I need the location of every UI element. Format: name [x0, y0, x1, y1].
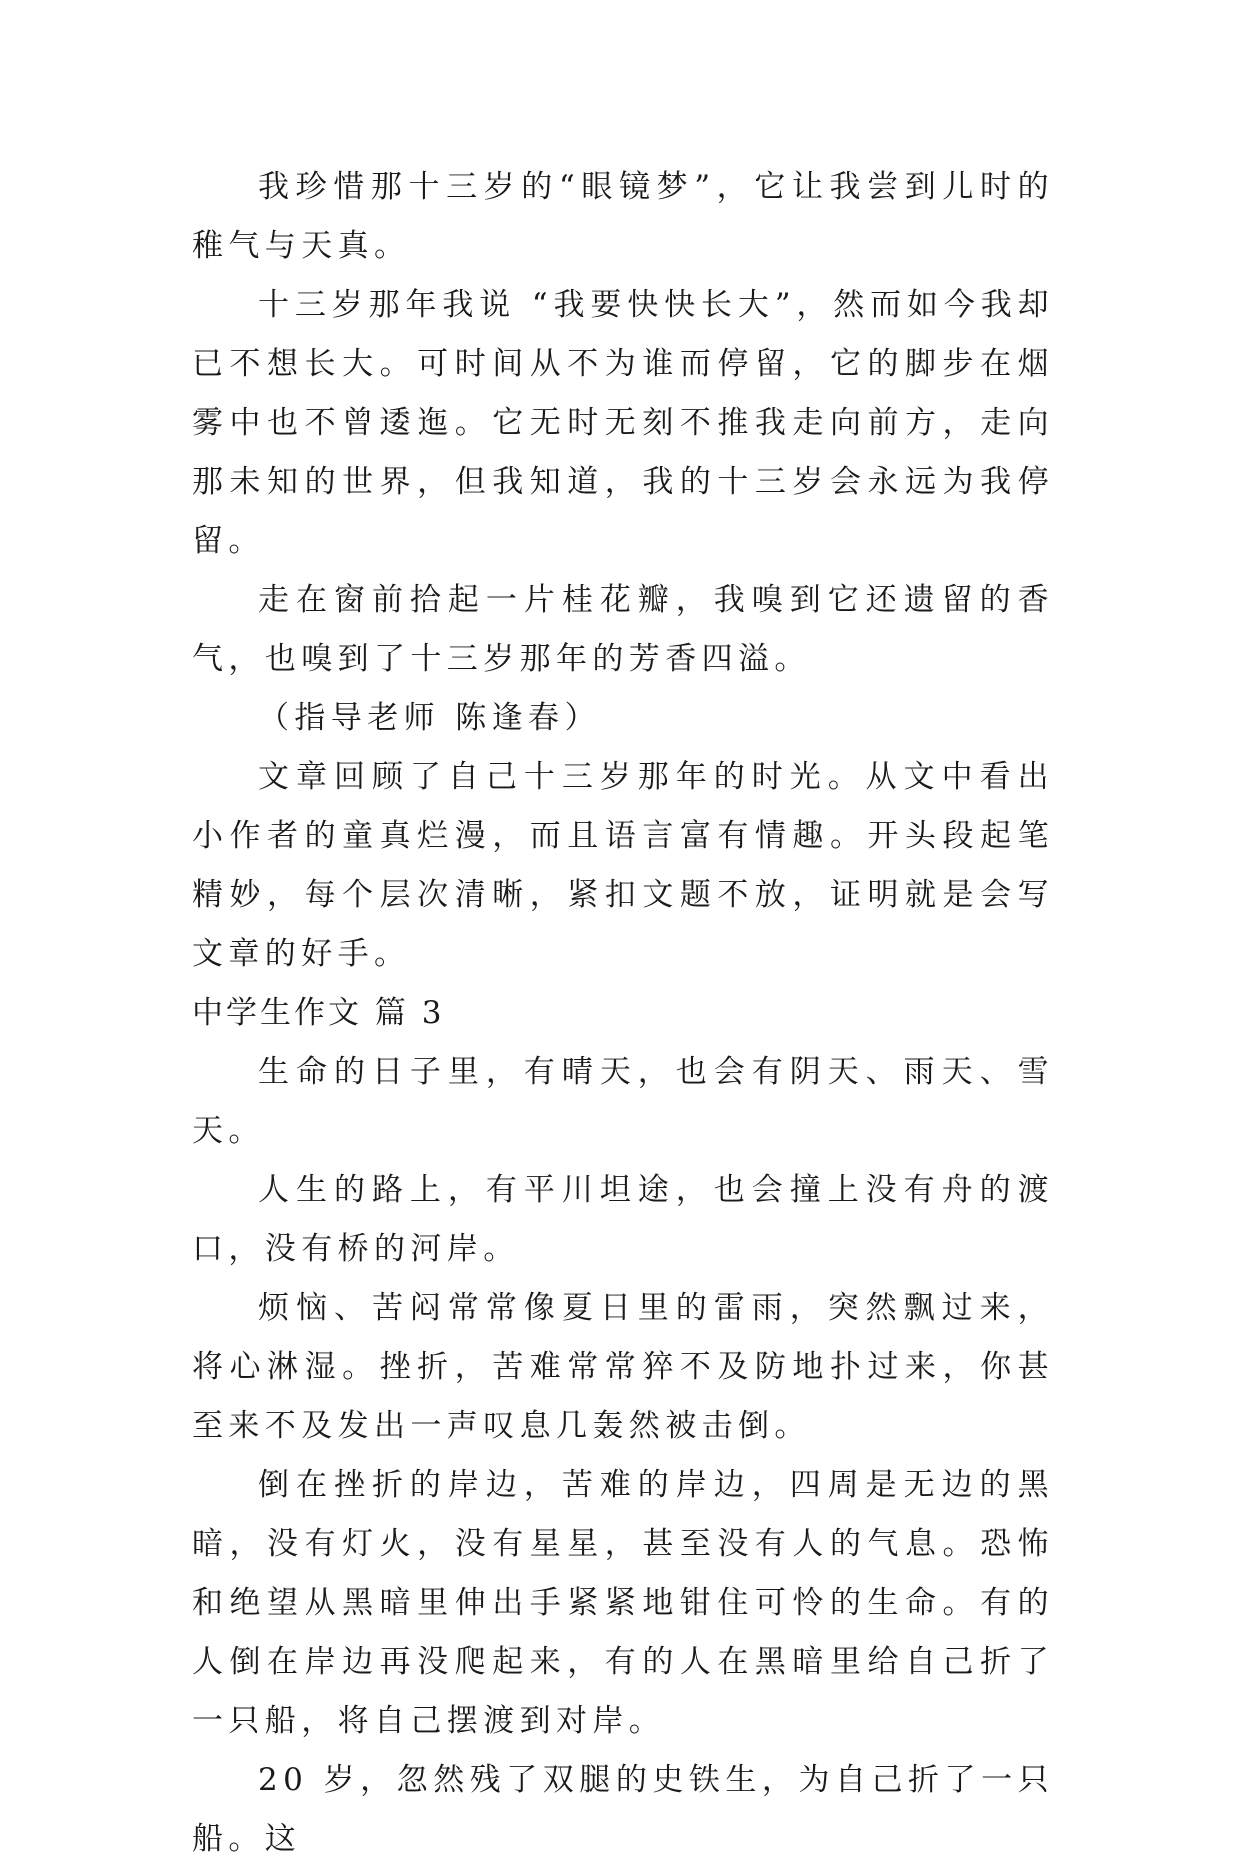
- teacher-signature: （指导老师 陈逢春）: [258, 700, 601, 736]
- paragraph: 人生的路上，有平川坦途，也会撞上没有舟的渡口，没有桥的河岸。: [192, 1172, 1054, 1267]
- paragraph: 烦恼、苦闷常常像夏日里的雷雨，突然飘过来，将心淋湿。挫折，苦难常常猝不及防地扑过来，你甚至来不及发出一声叹息几轰然被击倒。: [192, 1290, 1054, 1444]
- paragraph: 20 岁，忽然残了双腿的史铁生，为自己折了一只船。这: [192, 1762, 1054, 1857]
- paragraph: 走在窗前拾起一片桂花瓣，我嗅到它还遗留的香气，也嗅到了十三岁那年的芳香四溢。: [192, 582, 1054, 677]
- section-heading: 中学生作文 篇 3: [192, 995, 445, 1031]
- paragraph: 十三岁那年我说 “我要快快长大”，然而如今我却已不想长大。可时间从不为谁而停留，它的脚步在烟雾中也不曾逶迤。它无时无刻不推我走向前方，走向那未知的世界，但我知道，我的十三岁会永远为我停留。: [192, 287, 1054, 559]
- paragraph: 倒在挫折的岸边，苦难的岸边，四周是无边的黑暗，没有灯火，没有星星，甚至没有人的气息。恐怖和绝望从黑暗里伸出手紧紧地钳住可怜的生命。有的人倒在岸边再没爬起来，有的人在黑暗里给自己折了一只船，将自己摆渡到对岸。: [192, 1467, 1054, 1739]
- paragraph: 生命的日子里，有晴天，也会有阴天、雨天、雪天。: [192, 1054, 1054, 1149]
- document-body: [192, 158, 1054, 1869]
- paragraph: 我珍惜那十三岁的“眼镜梦”，它让我尝到儿时的稚气与天真。: [192, 169, 1054, 264]
- teacher-comment: 文章回顾了自己十三岁那年的时光。从文中看出小作者的童真烂漫，而且语言富有情趣。开头段起笔精妙，每个层次清晰，紧扣文题不放，证明就是会写文章的好手。: [192, 759, 1054, 972]
